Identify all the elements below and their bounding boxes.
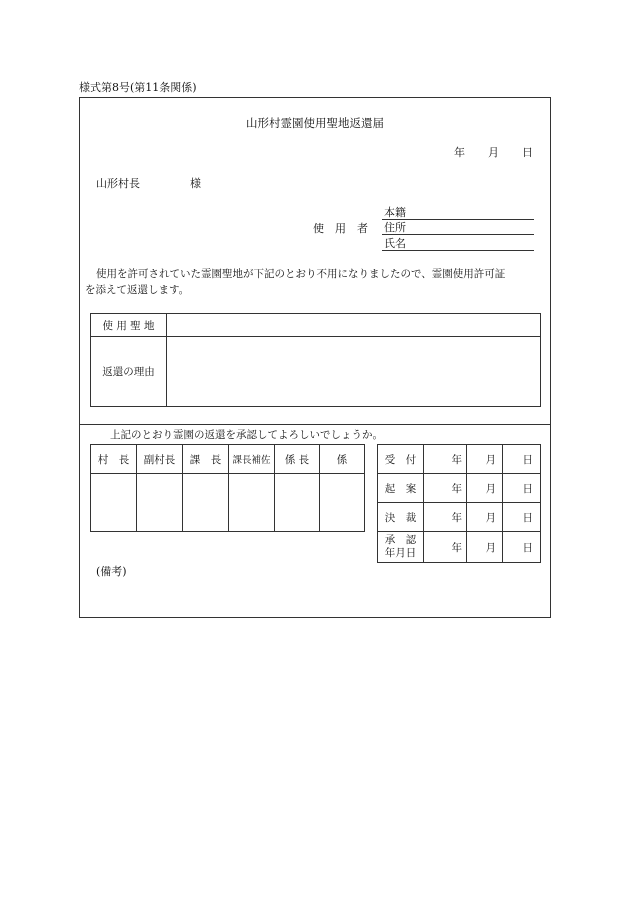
approval-separator <box>79 424 551 425</box>
applicant-field-honseki[interactable]: 本籍 <box>384 206 406 219</box>
date-year: 年 <box>454 146 465 159</box>
process-label-drafted: 起 案 <box>378 474 424 503</box>
approver-header-section-chief: 課 長 <box>183 445 229 474</box>
stamp-cell[interactable] <box>137 474 183 532</box>
stamp-cell[interactable] <box>320 474 365 532</box>
stamp-cell[interactable] <box>91 474 137 532</box>
stamp-cell[interactable] <box>183 474 229 532</box>
applicant-field-address[interactable]: 住所 <box>384 221 406 234</box>
form-title: 山形村霊園使用聖地返還届 <box>246 116 384 130</box>
process-day[interactable]: 日 <box>503 474 541 503</box>
process-day[interactable]: 日 <box>503 445 541 474</box>
process-day[interactable]: 日 <box>503 503 541 532</box>
stamp-cell[interactable] <box>275 474 320 532</box>
applicant-line-name <box>382 250 534 251</box>
process-year[interactable]: 年 <box>424 445 467 474</box>
process-year[interactable]: 年 <box>424 474 467 503</box>
plot-field[interactable] <box>167 314 541 337</box>
applicant-line-honseki <box>382 219 534 220</box>
date-month: 月 <box>488 146 499 159</box>
approver-header-unit-chief: 係 長 <box>275 445 320 474</box>
approver-header-village-head: 村 長 <box>91 445 137 474</box>
process-month[interactable]: 月 <box>467 532 503 563</box>
form-number: 様式第8号(第11条関係) <box>79 81 197 94</box>
process-label-approved-bottom: 年月日 <box>384 547 417 559</box>
process-month[interactable]: 月 <box>467 445 503 474</box>
approver-header-staff: 係 <box>320 445 365 474</box>
process-label-decided: 決 裁 <box>378 503 424 532</box>
approver-header-deputy-head: 副村長 <box>137 445 183 474</box>
approver-stamp-table <box>90 444 365 532</box>
applicant-field-name[interactable]: 氏名 <box>384 237 406 250</box>
process-label-received: 受 付 <box>378 445 424 474</box>
approval-text: 上記のとおり霊園の返還を承認してよろしいでしょうか。 <box>110 429 383 441</box>
stamp-cell[interactable] <box>229 474 275 532</box>
process-year[interactable]: 年 <box>424 503 467 532</box>
addressee-honorific: 様 <box>190 177 201 190</box>
process-year[interactable]: 年 <box>424 532 467 563</box>
reason-field[interactable] <box>167 337 541 407</box>
process-month[interactable]: 月 <box>467 503 503 532</box>
applicant-label: 使 用 者 <box>313 222 368 235</box>
approver-header-assistant-chief: 課長補佐 <box>229 445 275 474</box>
remarks-label: (備考) <box>96 565 127 578</box>
statement-line-2: を添えて返還します。 <box>85 284 190 296</box>
statement-line-1: 使用を許可されていた霊園聖地が下記のとおり不用になりましたので、霊園使用許可証 <box>96 268 506 280</box>
process-label-approved-top: 承 認 <box>384 533 417 546</box>
process-day[interactable]: 日 <box>503 532 541 563</box>
reason-label: 返還の理由 <box>91 337 167 407</box>
date-day: 日 <box>522 146 533 159</box>
process-month[interactable]: 月 <box>467 474 503 503</box>
applicant-line-address <box>382 234 534 235</box>
plot-label: 使 用 聖 地 <box>91 314 167 337</box>
details-table <box>90 313 541 407</box>
process-label-approved <box>378 532 424 563</box>
addressee-name: 山形村長 <box>96 177 140 190</box>
process-table <box>377 444 541 563</box>
